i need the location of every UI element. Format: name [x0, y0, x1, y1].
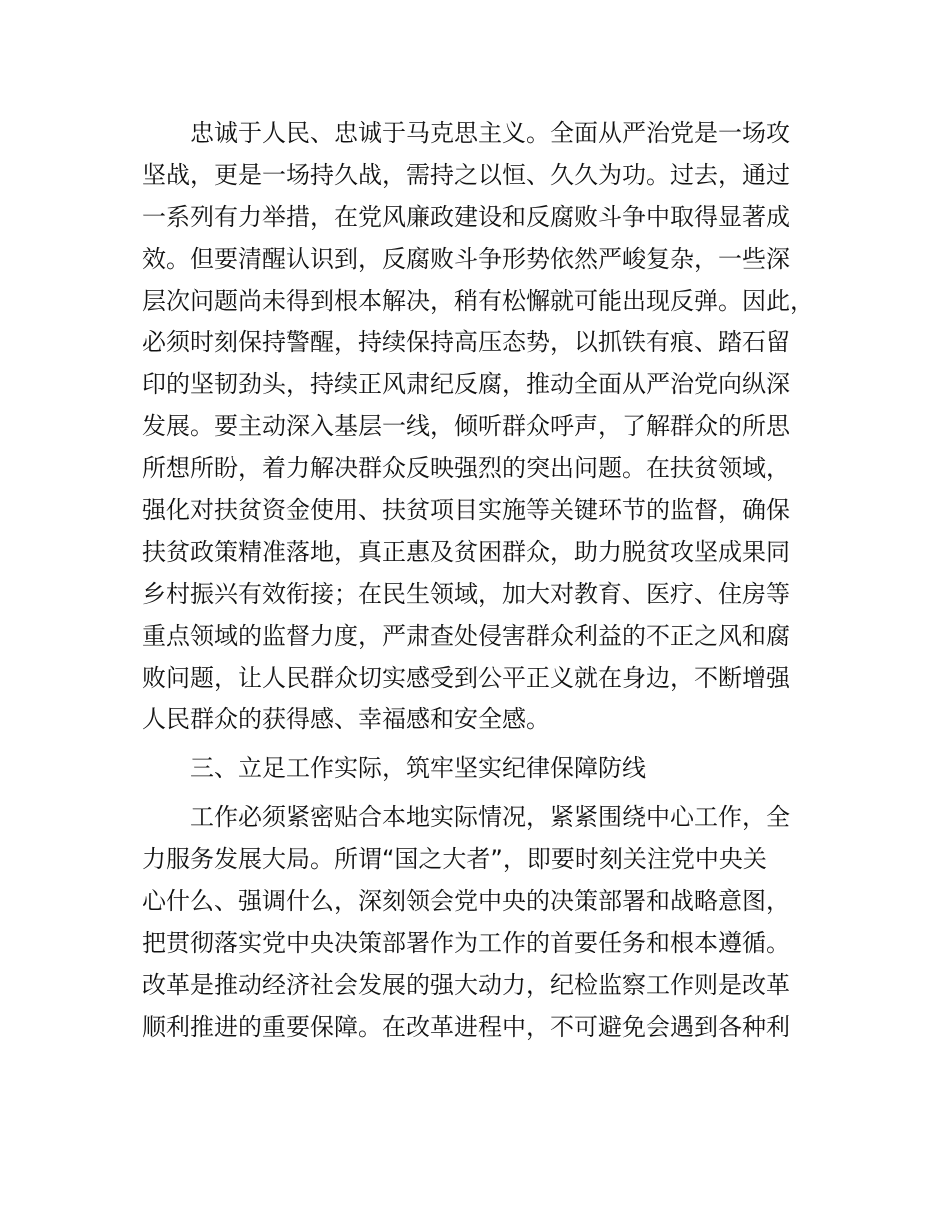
- text-line: 重点领域的监督力度，严肃查处侵害群众利益的不正之风和腐: [142, 621, 790, 650]
- text-line: 把贯彻落实党中央决策部署作为工作的首要任务和根本遵循。: [142, 928, 790, 957]
- text-line: 效。但要清醒认识到，反腐败斗争形势依然严峻复杂，一些深: [142, 244, 790, 273]
- paragraph-spacer: [142, 741, 832, 748]
- section-heading-3: [142, 748, 832, 790]
- text-line: 强化对扶贫资金使用、扶贫项目实施等关键环节的监督，确保: [142, 496, 790, 525]
- text-line: 改革是推动经济社会发展的强大动力，纪检监察工作则是改革: [142, 970, 790, 999]
- section-heading-text: 三、立足工作实际，筑牢坚实纪律保障防线: [142, 754, 646, 783]
- text-line: 败问题，让人民群众切实感受到公平正义就在身边，不断增强: [142, 663, 790, 692]
- text-line: 印的坚韧劲头，持续正风肃纪反腐，推动全面从严治党向纵深: [142, 370, 790, 399]
- text-line: 所想所盼，着力解决群众反映强烈的突出问题。在扶贫领域，: [142, 454, 790, 483]
- text-line: 一系列有力举措，在党风廉政建设和反腐败斗争中取得显著成: [142, 202, 790, 231]
- paragraph-loyalty-discipline: [142, 113, 832, 741]
- text-line: 心什么、强调什么，深刻领会党中央的决策部署和战略意图，: [142, 887, 790, 916]
- text-line: 力服务发展大局。所谓“国之大者”，即要时刻关注党中央关: [142, 845, 767, 874]
- text-line: 坚战，更是一场持久战，需持之以恒、久久为功。过去，通过: [142, 160, 790, 189]
- text-line: 乡村振兴有效衔接；在民生领域，加大对教育、医疗、住房等: [142, 579, 790, 608]
- text-line: 发展。要主动深入基层一线，倾听群众呼声，了解群众的所思: [142, 412, 790, 441]
- paragraph-spacer: [142, 790, 832, 797]
- text-line: 工作必须紧密贴合本地实际情况，紧紧围绕中心工作，全: [142, 803, 790, 832]
- text-line: 顺利推进的重要保障。在改革进程中，不可避免会遇到各种利: [142, 1012, 790, 1041]
- document-body: [142, 113, 832, 1049]
- text-line: 忠诚于人民、忠诚于马克思主义。全面从严治党是一场攻: [142, 119, 790, 147]
- paragraph-work-reality: [142, 797, 832, 1048]
- text-line: 扶贫政策精准落地，真正惠及贫困群众，助力脱贫攻坚成果同: [142, 537, 790, 566]
- text-line: 人民群众的获得感、幸福感和安全感。: [142, 705, 550, 734]
- text-line: 层次问题尚未得到根本解决，稍有松懈就可能出现反弹。因此，: [142, 286, 814, 315]
- text-line: 必须时刻保持警醒，持续保持高压态势，以抓铁有痕、踏石留: [142, 328, 790, 357]
